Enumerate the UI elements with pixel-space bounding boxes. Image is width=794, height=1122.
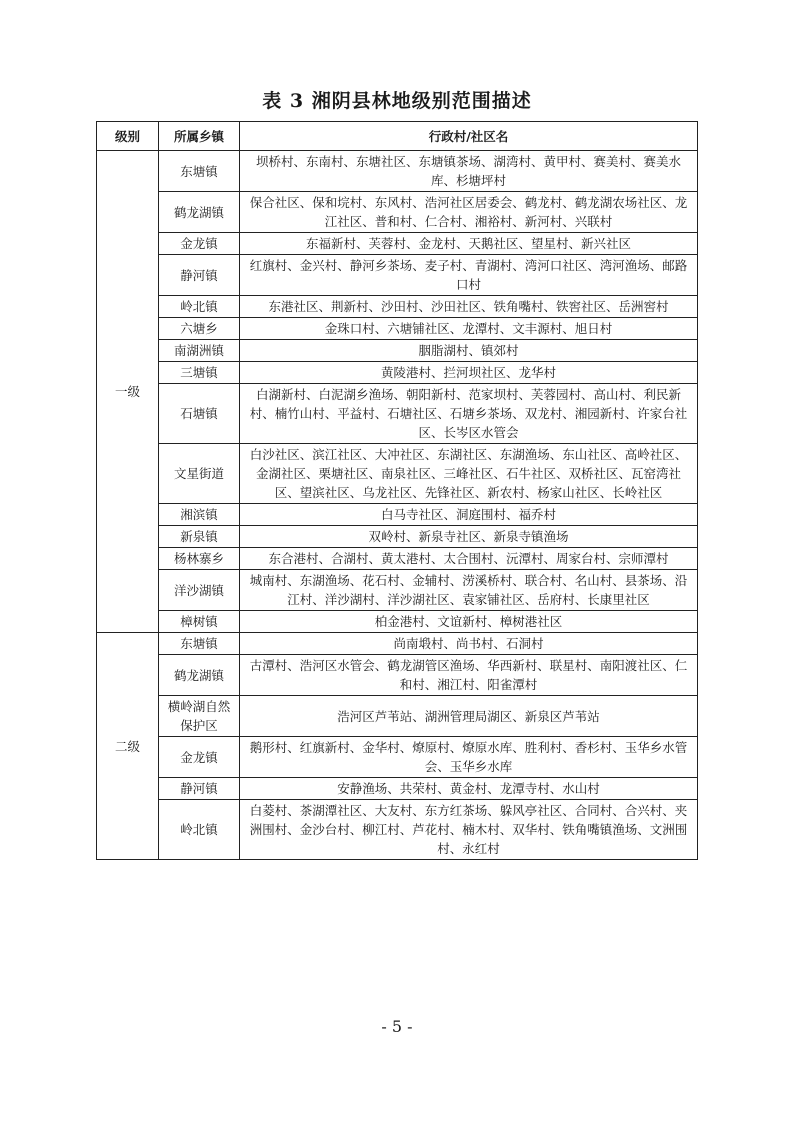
table-row (97, 633, 698, 655)
villages-cell: 东港社区、荆新村、沙田村、沙田社区、铁角嘴村、铁窖社区、岳洲窖村 (240, 296, 698, 318)
town-cell: 杨林寨乡 (159, 548, 240, 570)
table-header-row (97, 122, 698, 151)
header-level: 级别 (97, 122, 159, 151)
town-cell: 三塘镇 (159, 362, 240, 384)
table-row (97, 255, 698, 296)
table-row (97, 548, 698, 570)
town-cell: 岭北镇 (159, 800, 240, 860)
town-cell: 静河镇 (159, 778, 240, 800)
table-row (97, 318, 698, 340)
table-row (97, 611, 698, 633)
table-row (97, 233, 698, 255)
table-row (97, 384, 698, 444)
town-cell: 金龙镇 (159, 737, 240, 778)
table-row (97, 778, 698, 800)
table-row (97, 151, 698, 192)
villages-cell: 白菱村、茶湖潭社区、大友村、东方红茶场、躲风亭社区、合同村、合兴村、夹洲围村、金沙台村、柳江村、芦花村、楠木村、双华村、铁角嘴镇渔场、文洲围村、永红村 (240, 800, 698, 860)
villages-cell: 安静渔场、共荣村、黄金村、龙潭寺村、水山村 (240, 778, 698, 800)
villages-cell: 柏金港村、文谊新村、樟树港社区 (240, 611, 698, 633)
villages-cell: 鹅形村、红旗新村、金华村、燎原村、燎原水库、胜利村、香杉村、玉华乡水管会、玉华乡水库 (240, 737, 698, 778)
forest-level-table (96, 121, 698, 860)
table-row (97, 737, 698, 778)
town-cell: 鹤龙湖镇 (159, 655, 240, 696)
town-cell: 东塘镇 (159, 151, 240, 192)
page-number: - 5 - (381, 1017, 413, 1036)
table-row (97, 570, 698, 611)
villages-cell: 白湖新村、白泥湖乡渔场、朝阳新村、范家坝村、芙蓉园村、高山村、利民新村、楠竹山村、平益村、石塘社区、石塘乡茶场、双龙村、湘园新村、许家台社区、长岑区水管会 (240, 384, 698, 444)
villages-cell: 白沙社区、滨江社区、大冲社区、东湖社区、东湖渔场、东山社区、高岭社区、金湖社区、栗塘社区、南泉社区、三峰社区、石牛社区、双桥社区、瓦窑湾社区、望滨社区、乌龙社区、先锋社区、新农村、杨家山社区、长岭社区 (240, 444, 698, 504)
town-cell: 静河镇 (159, 255, 240, 296)
villages-cell: 东合港村、合湖村、黄太港村、太合围村、沅潭村、周家台村、宗师潭村 (240, 548, 698, 570)
header-villages: 行政村/社区名 (240, 122, 698, 151)
town-cell: 金龙镇 (159, 233, 240, 255)
table-row (97, 526, 698, 548)
villages-cell: 双岭村、新泉寺社区、新泉寺镇渔场 (240, 526, 698, 548)
table-row (97, 800, 698, 860)
town-cell: 石塘镇 (159, 384, 240, 444)
town-cell: 新泉镇 (159, 526, 240, 548)
table-row (97, 362, 698, 384)
table-row (97, 296, 698, 318)
header-town: 所属乡镇 (159, 122, 240, 151)
villages-cell: 尚南塅村、尚书村、石洞村 (240, 633, 698, 655)
level-cell: 二级 (97, 633, 159, 860)
villages-cell: 白马寺社区、洞庭围村、福乔村 (240, 504, 698, 526)
town-cell: 东塘镇 (159, 633, 240, 655)
town-cell: 文星街道 (159, 444, 240, 504)
table-row (97, 655, 698, 696)
villages-cell: 浩河区芦苇站、湖洲管理局湖区、新泉区芦苇站 (240, 696, 698, 737)
town-cell: 南湖洲镇 (159, 340, 240, 362)
table-row (97, 696, 698, 737)
table-row (97, 504, 698, 526)
villages-cell: 红旗村、金兴村、静河乡茶场、麦子村、青湖村、湾河口社区、湾河渔场、邮路口村 (240, 255, 698, 296)
villages-cell: 保合社区、保和垸村、东风村、浩河社区居委会、鹤龙村、鹤龙湖农场社区、龙江社区、普和村、仁合村、湘裕村、新河村、兴联村 (240, 192, 698, 233)
town-cell: 樟树镇 (159, 611, 240, 633)
villages-cell: 胭脂湖村、镇郊村 (240, 340, 698, 362)
villages-cell: 黄陵港村、拦河坝社区、龙华村 (240, 362, 698, 384)
town-cell: 岭北镇 (159, 296, 240, 318)
villages-cell: 东福新村、芙蓉村、金龙村、天鹅社区、望星村、新兴社区 (240, 233, 698, 255)
table-title: 表 3 湘阴县林地级别范围描述 (262, 90, 532, 112)
town-cell: 洋沙湖镇 (159, 570, 240, 611)
villages-cell: 坝桥村、东南村、东塘社区、东塘镇茶场、湖湾村、黄甲村、赛美村、赛美水库、杉塘坪村 (240, 151, 698, 192)
level-cell: 一级 (97, 151, 159, 633)
villages-cell: 金珠口村、六塘铺社区、龙潭村、文丰源村、旭日村 (240, 318, 698, 340)
table-row (97, 192, 698, 233)
villages-cell: 古潭村、浩河区水管会、鹤龙湖管区渔场、华西新村、联星村、南阳渡社区、仁和村、湘江村、阳雀潭村 (240, 655, 698, 696)
table-row (97, 444, 698, 504)
town-cell: 鹤龙湖镇 (159, 192, 240, 233)
town-cell: 横岭湖自然保护区 (159, 696, 240, 737)
table-body (97, 151, 698, 860)
town-cell: 六塘乡 (159, 318, 240, 340)
villages-cell: 城南村、东湖渔场、花石村、金辅村、涝溪桥村、联合村、名山村、县茶场、沿江村、洋沙湖村、洋沙湖社区、袁家铺社区、岳府村、长康里社区 (240, 570, 698, 611)
table-row (97, 340, 698, 362)
town-cell: 湘滨镇 (159, 504, 240, 526)
